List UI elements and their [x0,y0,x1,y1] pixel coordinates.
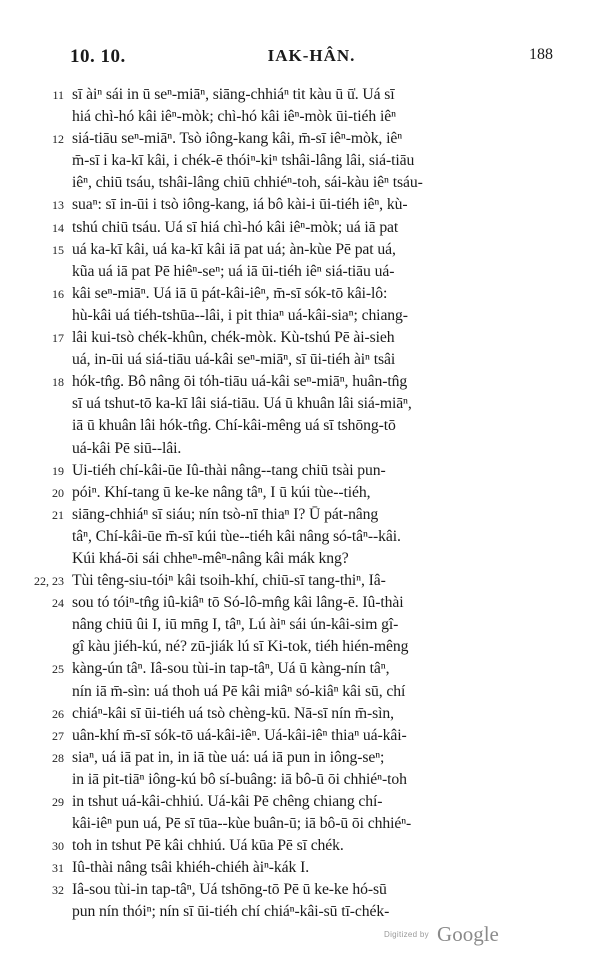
verse-number: 18 [52,375,64,390]
verse-number: 31 [52,861,64,876]
text-line [52,658,560,680]
line-text: hók-tn̂g. Bô nâng ōi tóh-tiāu uá-kâi seⁿ-miāⁿ, huân-tn̂g [72,373,408,391]
text-line [52,504,560,526]
line-text: kâi seⁿ-miāⁿ. Uá iā ū pát-kâi-iêⁿ, m̄-sī sók-tō kâi-lô: [72,284,388,302]
text-line [52,128,560,150]
digitization-watermark [384,922,499,952]
text-line [72,305,560,327]
line-text: iêⁿ, chiū tsáu, tshâi-lâng chiū chhiéⁿ-toh, sái-kàu iêⁿ tsáu- [72,174,423,192]
line-text: Iû-thài nâng tsâi khiéh-chiéh àiⁿ-kák I. [72,859,310,877]
verse-number: 24 [52,596,64,611]
chapter-reference: 10. 10. [70,46,126,67]
text-line [52,371,560,393]
verse-number: 20 [52,485,64,500]
text-line [52,592,560,614]
verse-number: 14 [52,220,64,235]
line-text: chiáⁿ-kâi sī ūi-tiéh uá tsò chèng-kū. Nā-sī nín m̄-sìn, [72,704,394,722]
line-text: tshú chiū tsáu. Uá sī hiá chì-hó kâi iêⁿ-mòk; uá iā pat [72,218,399,236]
line-text: siá-tiāu seⁿ-miāⁿ. Tsò iông-kang kâi, m̄-sī iêⁿ-mòk, iêⁿ [72,130,403,148]
page-number: 188 [529,46,553,63]
text-line [52,239,560,261]
line-text: iā ū khuân lâi hók-tn̂g. Chí-kâi-mêng uá sī tshōng-tō [72,417,396,435]
verse-number: 15 [52,242,64,257]
line-text: sī àiⁿ sái in ū seⁿ-miāⁿ, siāng-chhiáⁿ tit kàu ū ū̍. Uá sī [72,86,395,103]
text-line [72,150,560,172]
line-text: uá-kâi Pē siū--lâi. [72,439,182,457]
text-line [52,791,560,813]
line-text: m̄-sī i ka-kī kâi, i chék-ē thóiⁿ-kiⁿ tshâi-lâng lâi, siá-tiāu [72,152,415,170]
text-line [72,614,560,636]
verse-number: 11 [52,88,64,102]
line-text: suaⁿ: sī in-ūi i tsò iông-kang, iá bô kài-i ūi-tiéh iêⁿ, kù- [72,196,408,214]
line-text: hiá chì-hó kâi iêⁿ-mòk; chì-hó kâi iêⁿ-mòk ūi-tiéh iêⁿ [72,108,396,126]
text-line [72,769,560,791]
verse-number: 32 [52,883,64,898]
text-line [72,526,560,548]
line-text: kàng-ún tâⁿ. Iâ-sou tùi-in tap-tâⁿ, Uá ū kàng-nín tâⁿ, [72,660,390,678]
text-line [72,438,560,460]
verse-number: 30 [52,839,64,854]
line-text: lâi kui-tsò chék-khûn, chék-mòk. Kù-tshú Pē ài-sieh [72,329,395,347]
text-line [52,217,560,239]
text-line [52,460,560,482]
text-line [72,636,560,658]
verse-number: 25 [52,662,64,677]
text-line [52,879,560,901]
line-text: kũa uá iā pat Pē hiêⁿ-seⁿ; uá iā ūi-tiéh iêⁿ siá-tiāu uá- [72,262,395,280]
text-line [72,813,560,835]
verse-number: 16 [52,286,64,301]
line-text: uá, in-ūi uá siá-tiāu uá-kâi seⁿ-miāⁿ, sī ūi-tiéh àiⁿ tsâi [72,351,396,369]
text-line [72,261,560,283]
line-text: tâⁿ, Chí-kâi-ūe m̄-sī kúi tùe--tiéh kâi nâng só-tâⁿ--kâi. [72,527,401,545]
line-text: Iâ-sou tùi-in tap-tâⁿ, Uá tshōng-tō Pē ū ke-ke hó-sū [72,881,387,899]
line-text: siāng-chhiáⁿ sī siáu; nín tsò-nī thiaⁿ I? Ū pát-nâng [72,505,379,523]
text-line [52,482,560,504]
line-text: nâng chiū ûi I, iū mn̄g I, tâⁿ, Lú àiⁿ sái ún-kâi-sim gî- [72,616,399,634]
line-text: kâi-iêⁿ pun uá, Pē sī tūa--kùe buân-ū; iā bô-ū ōi chhiéⁿ- [72,815,412,833]
line-text: póiⁿ. Khí-tang ū ke-ke nâng tâⁿ, I ū kúi tùe--tiéh, [72,483,371,501]
text-line [72,548,560,570]
line-text: Tùi têng-siu-tóiⁿ kâi tsoih-khí, chiū-sī tang-thiⁿ, Iâ- [72,572,386,590]
text-line [52,747,560,769]
line-text: Kúi khá-ōi sái chheⁿ-mêⁿ-nâng kâi mák kng? [72,549,349,567]
text-line [72,393,560,415]
verse-number: 12 [52,132,64,147]
line-text: in iā pit-tiāⁿ iông-kú bô sí-buâng: iā bô-ū ōi chhiéⁿ-toh [72,770,407,788]
verse-number: 22, 23 [34,574,64,589]
line-text: in tshut uá-kâi-chhiú. Uá-kâi Pē chêng chiang chí- [72,793,383,810]
line-text: siaⁿ, uá iā pat in, in iā tùe uá: uá iā pun in iông-seⁿ; [72,748,385,766]
text-line [52,327,560,349]
line-text: sī uá tshut-tō ka-kī lâi siá-tiāu. Uá ū khuân lâi siá-miāⁿ, [72,395,412,413]
line-text: sou tó tóiⁿ-tn̂g iû-kiâⁿ tō Só-lô-mn̂g kâi lâng-ē. Iû-thài [72,594,404,612]
line-text: hù-kâi uá tiéh-tshūa--lâi, i pit thiaⁿ uá-kâi-siaⁿ; chiang- [72,306,408,324]
text-line [52,194,560,216]
line-text: Ui-tiéh chí-kâi-ūe Iû-thài nâng--tang chiū tsài pun- [72,461,386,479]
text-line [52,84,560,106]
text-line [52,703,560,725]
scripture-text [34,84,560,924]
text-line [72,681,560,703]
digitized-by-label: Digitized by [384,930,429,939]
text-line [72,901,560,923]
text-line [52,283,560,305]
text-line [52,857,560,879]
verse-number: 29 [52,795,64,809]
verse-number: 17 [52,331,64,346]
text-line [52,835,560,857]
verse-number: 21 [52,507,64,522]
verse-number: 13 [52,198,64,213]
verse-number: 26 [52,706,64,721]
running-header [70,46,553,76]
line-text: uá ka-kī kâi, uá ka-kī kâi iā pat uá; àn-kùe Pē pat uá, [72,240,396,258]
verse-number: 19 [52,463,64,478]
verse-number: 28 [52,750,64,765]
text-line [72,349,560,371]
line-text: nín iā m̄-sìn: uá thoh uá Pē kâi miâⁿ só-kiâⁿ kâi sū, chí [72,682,406,700]
book-title: IAK-HÂN. [267,46,356,65]
verse-number: 27 [52,728,64,743]
text-line [34,570,560,592]
text-line [52,725,560,747]
line-text: toh in tshut Pē kâi chhiú. Uá kūa Pē sī chék. [72,837,344,855]
text-line [72,106,560,128]
line-text: gî kàu jiéh-kú, né? zū-jiák lú sī Ki-tok, tiéh hién-mêng [72,638,409,656]
text-line [72,415,560,437]
line-text: uân-khí m̄-sī sók-tō uá-kâi-iêⁿ. Uá-kâi-iêⁿ thiaⁿ uá-kâi- [72,726,407,744]
text-line [72,172,560,194]
google-logo: Google [437,922,499,946]
line-text: pun nín thóiⁿ; nín sī ūi-tiéh chí chiáⁿ-kâi-sū tī-chék- [72,903,390,921]
